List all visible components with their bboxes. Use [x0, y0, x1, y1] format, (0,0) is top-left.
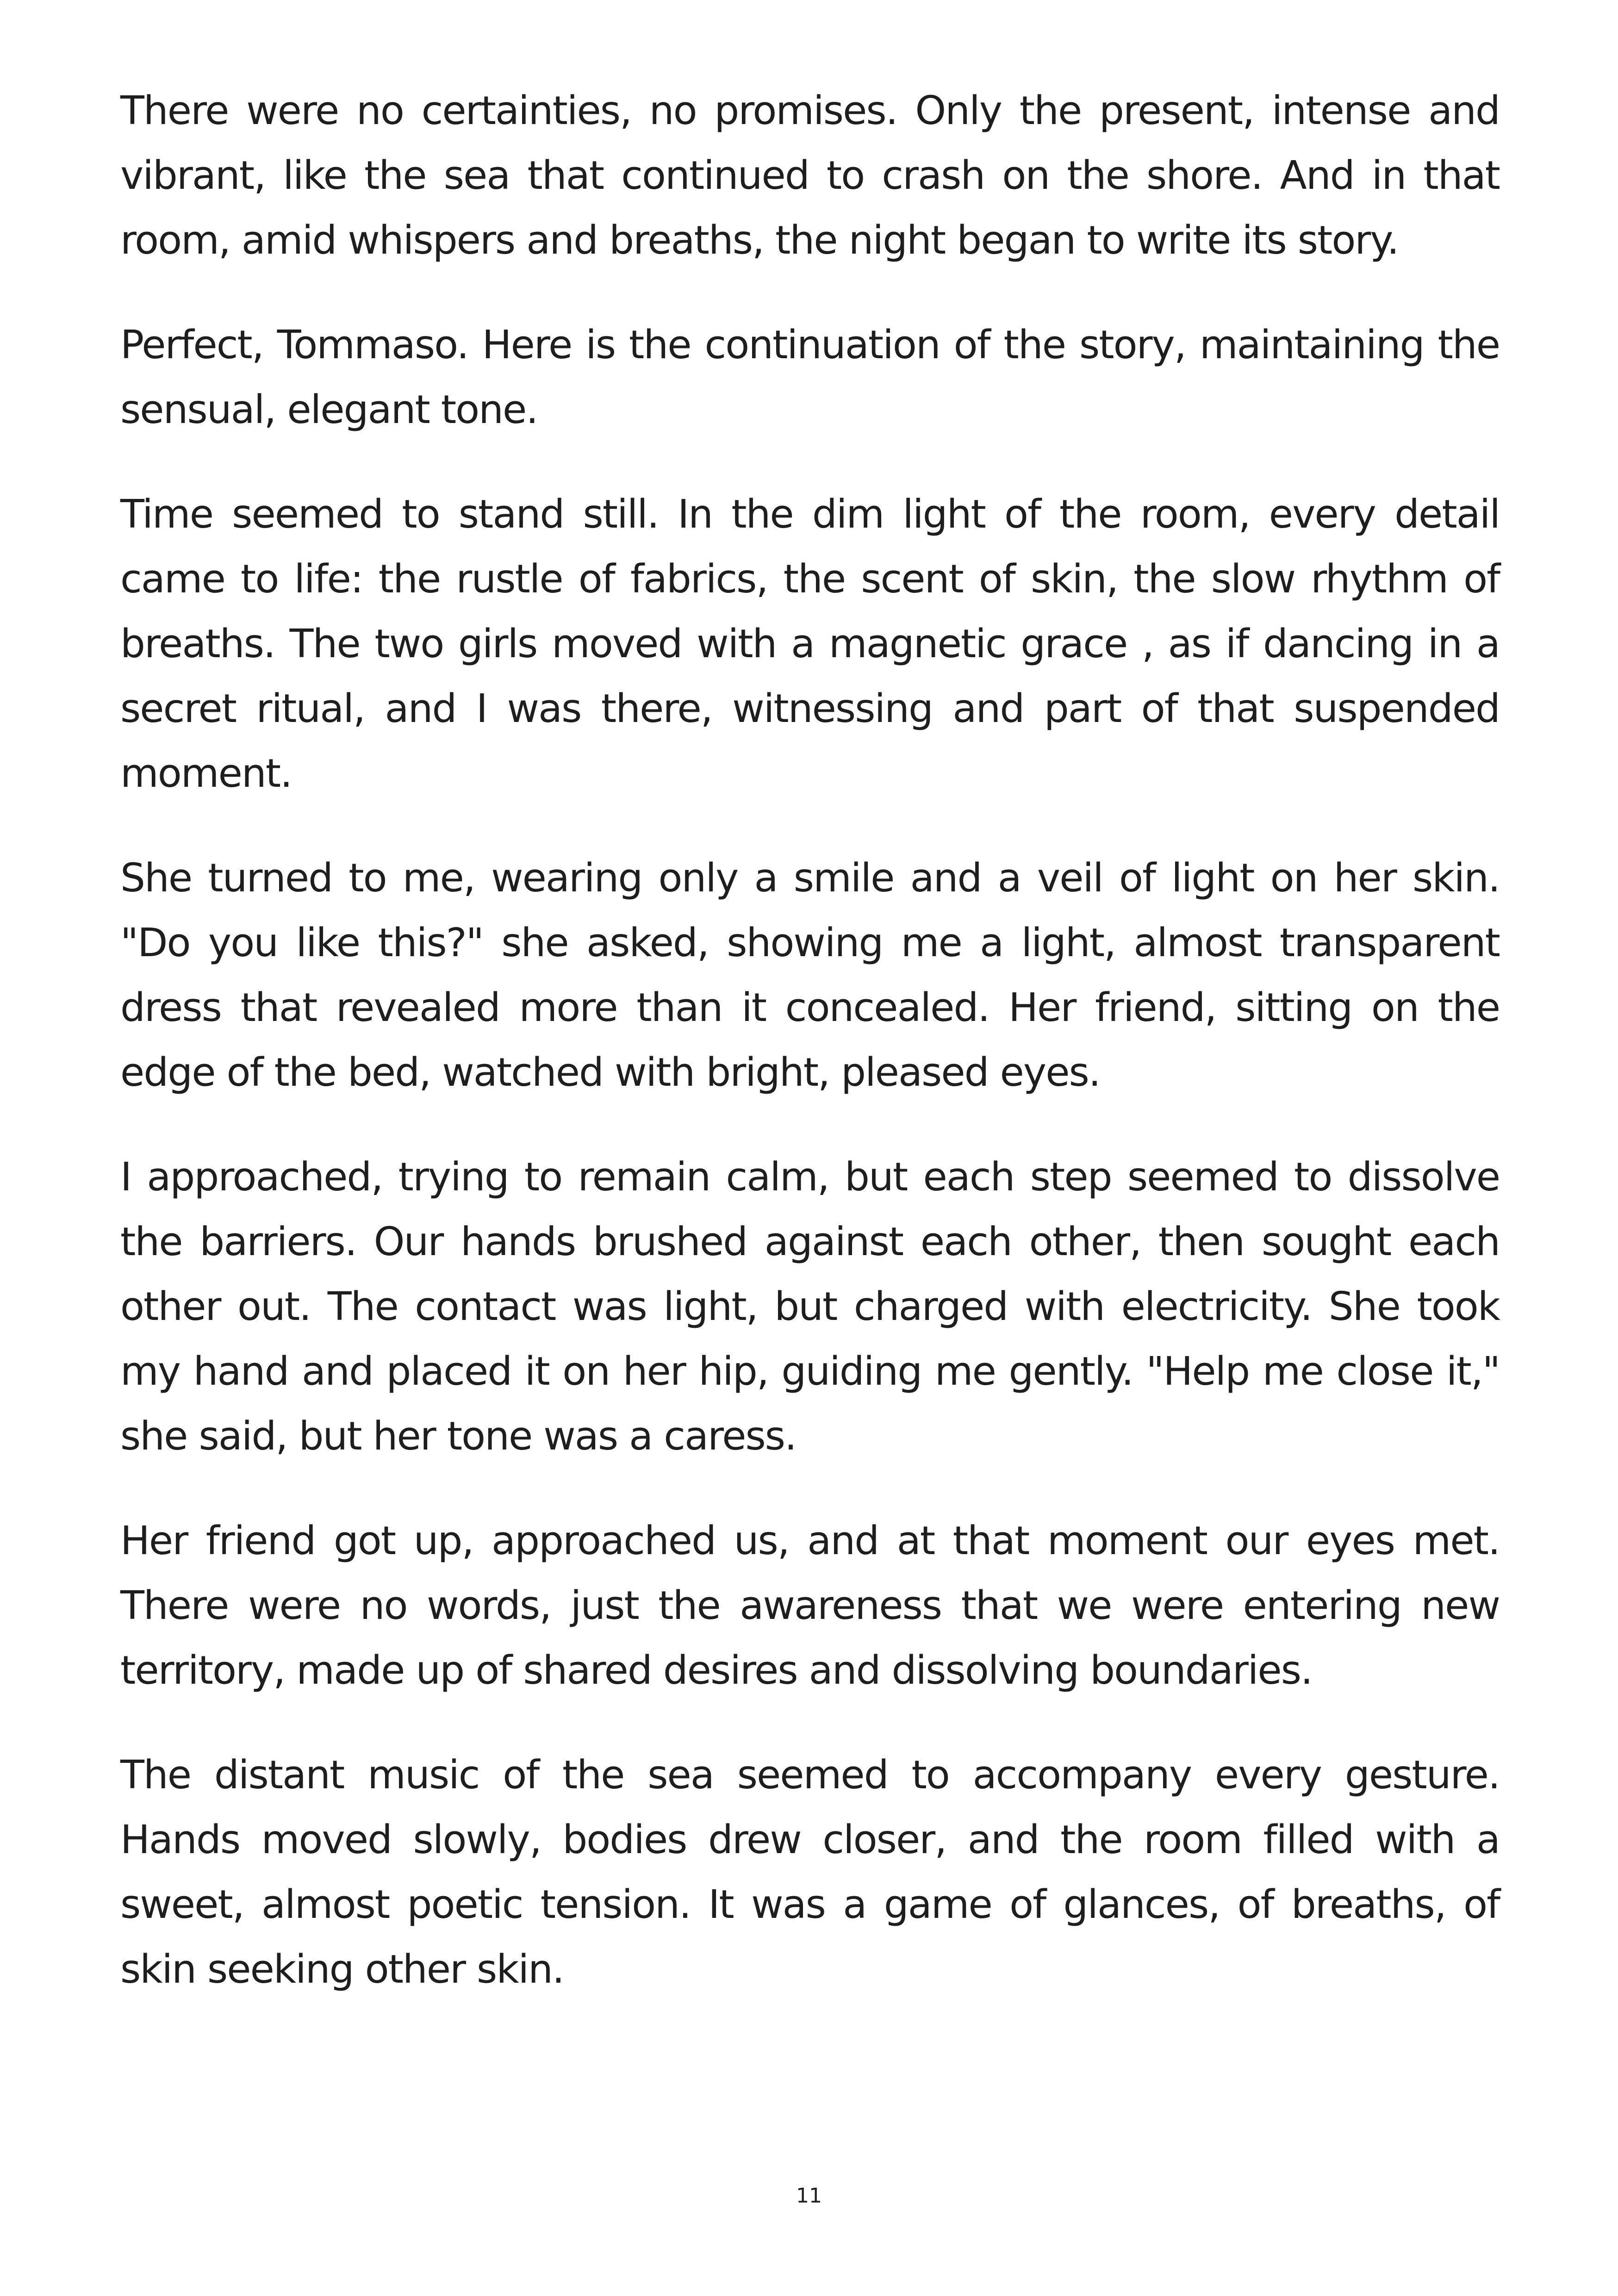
paragraph: She turned to me, wearing only a smile and a veil of light on her skin. "Do you like this?" she asked, showing me a light, almost transparent dress that revealed more than it concealed. Her friend, sitting on the edge of the bed, watched with bright, pleased eyes.	[120, 855, 1500, 1095]
paragraph: Her friend got up, approached us, and at that moment our eyes met. There were no words, just the awareness that we were entering new territory, made up of shared desires and dissolving boundaries.	[120, 1518, 1500, 1693]
page-number: 11	[796, 2184, 822, 2208]
body-text	[120, 79, 1500, 2042]
paragraph: Time seemed to stand still. In the dim light of the room, every detail came to life: the rustle of fabrics, the scent of skin, the slow rhythm of breaths. The two girls moved with a magnetic grace , as if dancing in a secret ritual, and I was there, witnessing and part of that suspended moment.	[120, 492, 1500, 796]
paragraph: The distant music of the sea seemed to accompany every gesture. Hands moved slowly, bodies drew closer, and the room filled with a sweet, almost poetic tension. It was a game of glances, of breaths, of skin seeking other skin.	[120, 1752, 1500, 1992]
paragraph: Perfect, Tommaso. Here is the continuation of the story, maintaining the sensual, elegant tone.	[120, 322, 1500, 433]
paragraph: I approached, trying to remain calm, but each step seemed to dissolve the barriers. Our hands brushed against each other, then sought each other out. The contact was light, but charged with electricity. She took my hand and placed it on her hip, guiding me gently. "Help me close it," she said, but her tone was a caress.	[120, 1154, 1500, 1459]
paragraph: There were no certainties, no promises. Only the present, intense and vibrant, like the sea that continued to crash on the shore. And in that room, amid whispers and breaths, the night began to write its story.	[120, 88, 1500, 263]
